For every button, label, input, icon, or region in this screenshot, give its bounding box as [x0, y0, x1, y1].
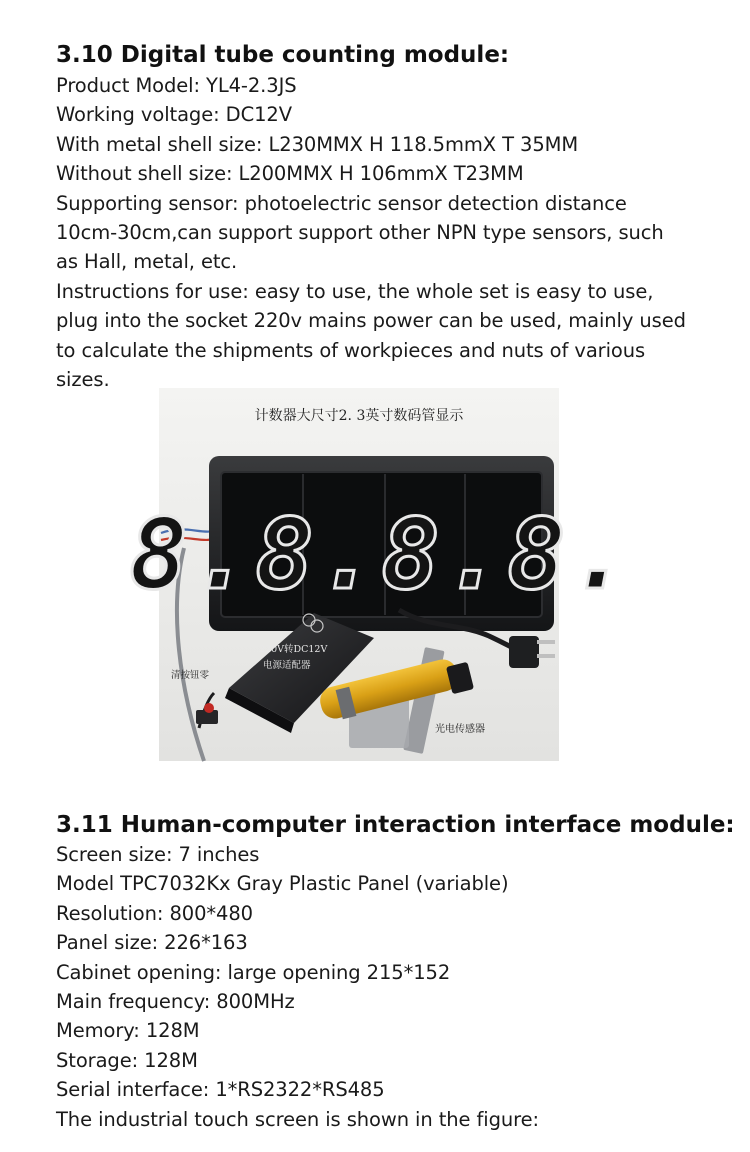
spec-line: Panel size: 226*163 — [56, 931, 248, 955]
spec-line: Main frequency: 800MHz — [56, 990, 295, 1014]
spec-line: Model TPC7032Kx Gray Plastic Panel (variable) — [56, 872, 509, 896]
spec-line: With metal shell size: L230MMX H 118.5mmX T 35MM — [56, 132, 579, 156]
spec-line: The industrial touch screen is shown in the figure: — [56, 1107, 540, 1131]
spec-line: Without shell size: L200MMX H 106mmX T23MM — [56, 162, 524, 186]
spec-line: plug into the socket 220v mains power can be used, mainly used — [56, 309, 686, 333]
seven-segment-digits: 8.8.8.8. — [128, 498, 634, 612]
plug-pin-top — [537, 640, 555, 644]
spec-line: Cabinet opening: large opening 215*152 — [56, 960, 451, 984]
power-plug — [509, 636, 539, 668]
adapter-label-1: 220V转DC12V — [259, 644, 328, 655]
spec-line: Memory: 128M — [56, 1019, 200, 1043]
spec-line: as Hall, metal, etc. — [56, 250, 238, 274]
spec-line: Product Model: YL4-2.3JS — [56, 74, 297, 97]
spec-line: Serial interface: 1*RS2322*RS485 — [56, 1078, 385, 1102]
spec-line: Screen size: 7 inches — [56, 843, 260, 866]
spec-line: Storage: 128M — [56, 1048, 198, 1072]
sensor-label: 光电传感器 — [435, 724, 485, 735]
section-3-10-body — [56, 71, 706, 394]
photo-caption: 计数器大尺寸2. 3英寸数码管显示 — [254, 408, 464, 424]
adapter-label-2: 电源适配器 — [263, 660, 311, 671]
spec-line: Working voltage: DC12V — [56, 103, 292, 127]
spec-line: Instructions for use: easy to use, the whole set is easy to use, — [56, 279, 654, 303]
plug-pin-bottom — [537, 654, 555, 658]
section-3-10-title: 3.10 Digital tube counting module: — [56, 42, 510, 68]
section-3-11-body — [56, 840, 706, 1134]
counter-module-photo — [128, 388, 634, 761]
spec-line: 10cm-30cm,can support support other NPN type sensors, such — [56, 221, 664, 245]
spec-line: to calculate the shipments of workpieces and nuts of various — [56, 338, 646, 362]
spec-line: Supporting sensor: photoelectric sensor detection distance — [56, 191, 627, 215]
spec-line: sizes. — [56, 368, 110, 392]
reset-button-label: 清按钮零 — [171, 670, 210, 681]
reset-button-cap — [204, 703, 214, 713]
spec-line: Resolution: 800*480 — [56, 901, 253, 925]
section-3-11-title: 3.11 Human-computer interaction interface module: — [56, 812, 735, 838]
